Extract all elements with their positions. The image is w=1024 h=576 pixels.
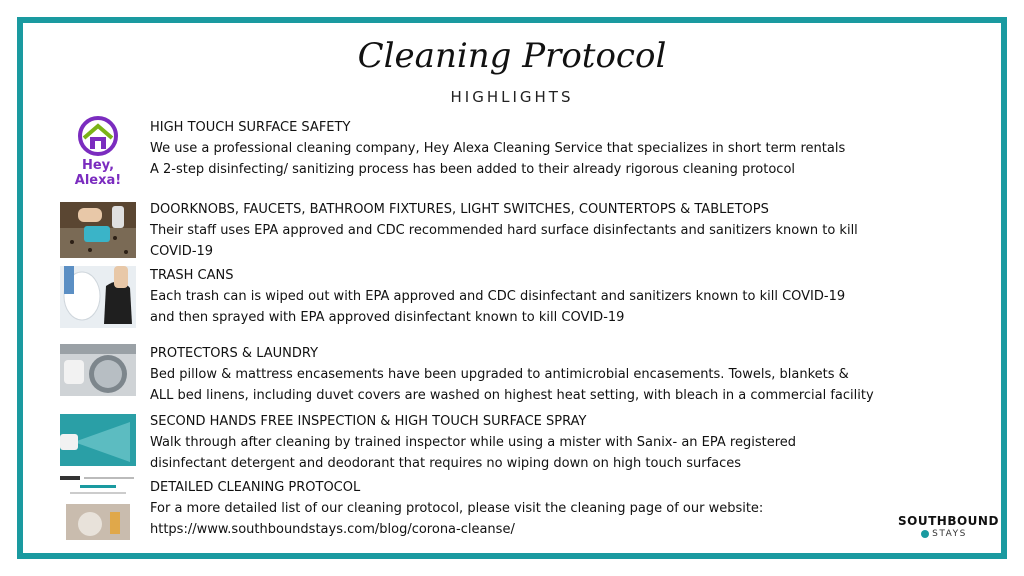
page-title: Cleaning Protocol bbox=[357, 36, 667, 76]
section-line: For a more detailed list of our cleaning protocol, please visit the cleaning page of our website: bbox=[150, 501, 764, 516]
section-high-touch-surface bbox=[150, 118, 980, 180]
hey-alexa-logo bbox=[60, 114, 136, 188]
laundry-image bbox=[60, 344, 136, 396]
logo-text: Hey, Alexa! bbox=[74, 158, 122, 188]
section-line: Their staff uses EPA approved and CDC recommended hard surface disinfectants and sanitizers known to kill bbox=[150, 223, 858, 238]
section-line: and then sprayed with EPA approved disinfectant known to kill COVID-19 bbox=[150, 310, 625, 325]
section-heading: DETAILED CLEANING PROTOCOL bbox=[150, 480, 361, 495]
compass-icon bbox=[921, 530, 929, 538]
section-heading: DOORKNOBS, FAUCETS, BATHROOM FIXTURES, LIGHT SWITCHES, COUNTERTOPS & TABLETOPS bbox=[150, 202, 769, 217]
section-line: disinfectant detergent and deodorant that requires no wiping down on high touch surfaces bbox=[150, 456, 742, 471]
section-line: Each trash can is wiped out with EPA approved and CDC disinfectant and sanitizers known to kill COVID-19 bbox=[150, 289, 846, 304]
spray-image bbox=[60, 414, 136, 466]
section-inspection-spray bbox=[150, 412, 980, 474]
section-line: Bed pillow & mattress encasements have been upgraded to antimicrobial encasements. Towels, blankets & bbox=[150, 367, 849, 382]
brand-name: SOUTHBOUND bbox=[898, 514, 999, 528]
section-heading: PROTECTORS & LAUNDRY bbox=[150, 346, 319, 361]
section-heading: TRASH CANS bbox=[150, 268, 234, 283]
website-link[interactable]: https://www.southboundstays.com/blog/corona-cleanse/ bbox=[150, 522, 515, 537]
countertop-cleaning-image bbox=[60, 202, 136, 258]
section-line: We use a professional cleaning company, Hey Alexa Cleaning Service that specializes in short term rentals bbox=[150, 141, 846, 156]
page-subtitle: HIGHLIGHTS bbox=[450, 88, 574, 106]
website-image bbox=[60, 476, 136, 540]
section-trash-cans bbox=[150, 266, 980, 328]
section-doorknobs bbox=[150, 200, 980, 262]
section-line: COVID-19 bbox=[150, 244, 214, 259]
section-detailed-protocol bbox=[150, 478, 980, 540]
section-line: A 2-step disinfecting/ sanitizing process has been added to their already rigorous cleaning protocol bbox=[150, 162, 796, 177]
section-line: ALL bed linens, including duvet covers are washed on highest heat setting, with bleach in a commercial facility bbox=[150, 388, 874, 403]
section-line: Walk through after cleaning by trained inspector while using a mister with Sanix- an EPA registered bbox=[150, 435, 797, 450]
section-heading: SECOND HANDS FREE INSPECTION & HIGH TOUCH SURFACE SPRAY bbox=[150, 414, 587, 429]
section-heading: HIGH TOUCH SURFACE SAFETY bbox=[150, 120, 351, 135]
house-logo-icon bbox=[60, 114, 136, 158]
southbound-stays-logo bbox=[898, 514, 999, 539]
section-protectors-laundry bbox=[150, 344, 980, 406]
trash-can-image bbox=[60, 266, 136, 328]
brand-tagline: STAYS bbox=[932, 529, 967, 539]
